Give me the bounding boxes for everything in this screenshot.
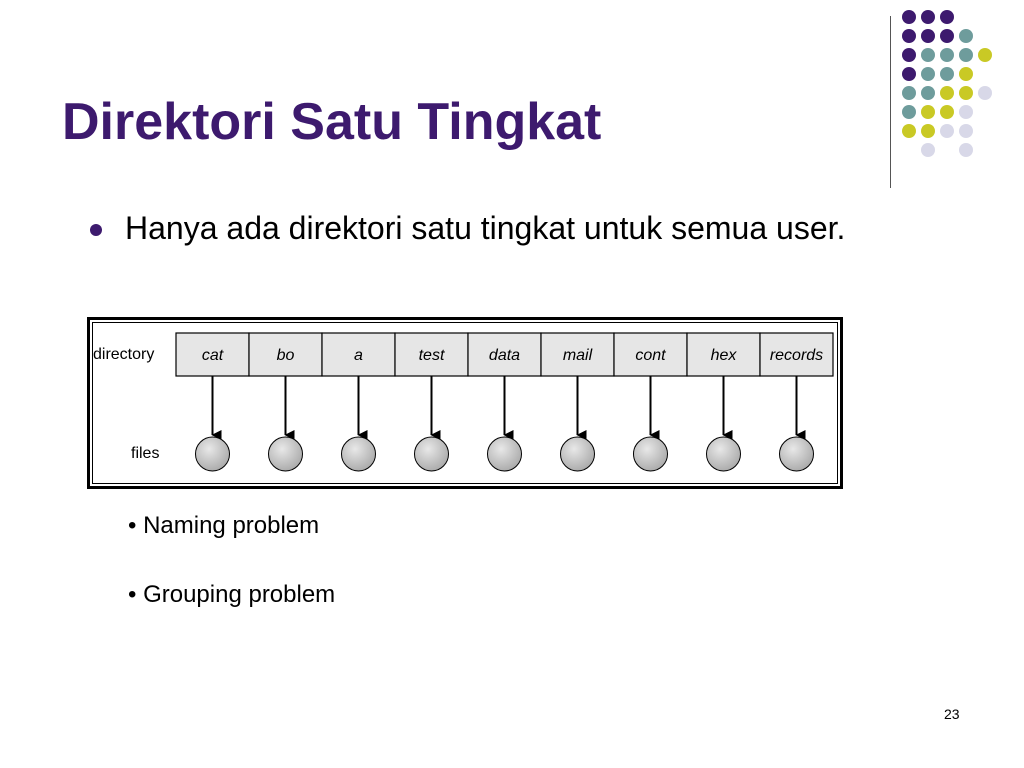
decorative-dot [940, 105, 954, 119]
decorative-dot [940, 67, 954, 81]
file-node [780, 437, 814, 471]
decorative-dot [978, 48, 992, 62]
decorative-divider [890, 16, 891, 188]
decorative-dot [959, 105, 973, 119]
decorative-dot [940, 29, 954, 43]
file-node [415, 437, 449, 471]
single-level-directory-diagram [87, 317, 843, 489]
decorative-dot [902, 105, 916, 119]
file-node [196, 437, 230, 471]
decorative-dot [902, 67, 916, 81]
directory-entry-label: cat [201, 347, 224, 364]
decorative-dot [959, 143, 973, 157]
decorative-dot [959, 86, 973, 100]
decorative-dot [902, 124, 916, 138]
sub-point-naming: • Naming problem [128, 512, 320, 539]
directory-entry-label: test [418, 347, 445, 364]
decorative-dot [959, 124, 973, 138]
directory-label: directory [93, 346, 155, 363]
decorative-dot [921, 48, 935, 62]
decorative-dot [921, 124, 935, 138]
slide-title: Direktori Satu Tingkat [62, 93, 602, 151]
decorative-dot [902, 29, 916, 43]
decorative-dot [902, 10, 916, 24]
decorative-dot [921, 29, 935, 43]
decorative-dot [978, 86, 992, 100]
decorative-dot [940, 124, 954, 138]
directory-entry-label: records [769, 347, 824, 364]
sub-point-grouping: • Grouping problem [128, 581, 336, 608]
file-node [488, 437, 522, 471]
decorative-dot [921, 86, 935, 100]
decorative-dot [940, 48, 954, 62]
decorative-dot [921, 143, 935, 157]
decorative-dot [959, 48, 973, 62]
directory-entry-label: hex [710, 347, 737, 364]
decorative-dot [959, 29, 973, 43]
decorative-dot [940, 86, 954, 100]
files-label: files [131, 445, 160, 462]
page-number: 23 [944, 706, 960, 722]
directory-entry-label: a [354, 347, 363, 364]
directory-entry-label: bo [276, 347, 295, 364]
directory-entry-label: mail [562, 347, 593, 364]
decorative-dot-grid [902, 10, 1012, 170]
file-node [561, 437, 595, 471]
decorative-dot [902, 86, 916, 100]
directory-entry-label: cont [635, 347, 666, 364]
file-node [634, 437, 668, 471]
decorative-dot [902, 48, 916, 62]
decorative-dot [959, 67, 973, 81]
bullet-icon [90, 224, 102, 236]
decorative-dot [921, 105, 935, 119]
diagram-canvas [87, 317, 843, 489]
directory-entry-label: data [488, 347, 521, 364]
file-node [342, 437, 376, 471]
file-node [707, 437, 741, 471]
decorative-dot [921, 67, 935, 81]
decorative-dot [921, 10, 935, 24]
decorative-dot [940, 10, 954, 24]
file-node [269, 437, 303, 471]
bullet-text: Hanya ada direktori satu tingkat untuk semua user. [125, 210, 846, 246]
